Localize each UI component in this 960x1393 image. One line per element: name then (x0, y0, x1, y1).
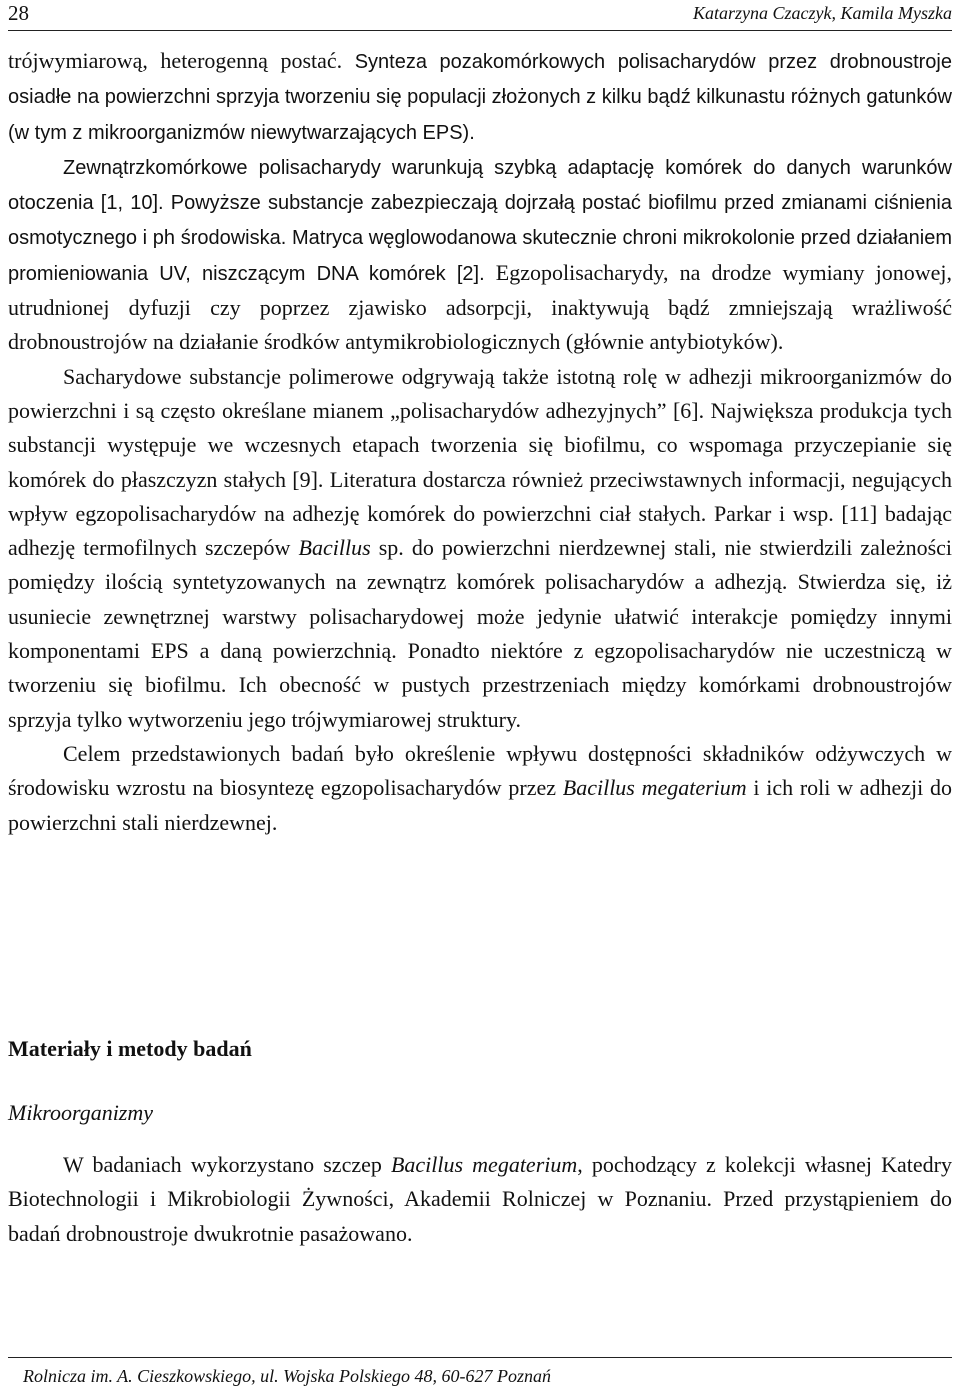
paragraph-1-sans: Synteza pozakomórkowych polisacharydów przez drobnoustroje osiadłe na powierzchni sprzyja tworzeniu się populacji złożonych z kilku bądź kilkunastu różnych gatunków (w tym z mikroorganizmów niewytwarzających EPS). (8, 51, 952, 144)
paragraph-2-sans: Zewnątrzkomórkowe polisacharydy warunkują szybką adaptację komórek do danych warunków otoczenia [1, 10]. Powyższe substancje zabezpieczają dojrzałą postać biofilmu przed zmianami ciśnienia osmotycznego i ph środowiska. Matryca węglowodanowa skutecznie chroni mikrokolonie przed działaniem promieniowania UV, niszczącym DNA komórek [2]. (8, 156, 952, 285)
running-authors: Katarzyna Czaczyk, Kamila Myszka (693, 3, 952, 23)
paragraph-4-start: Celem przedstawionych badań było określenie wpływu dostępności składników odżywczych w środowisku wzrostu na biosyntezę egzopolisacharydów przez (8, 740, 952, 801)
section-heading: Materiały i metody badań (8, 1036, 252, 1061)
running-header (8, 0, 952, 31)
methods-paragraph (8, 1148, 952, 1251)
paragraph-4-species: Bacillus megaterium (562, 775, 747, 801)
paragraph-4 (8, 737, 952, 840)
page-number: 28 (8, 1, 29, 25)
article-body (8, 44, 952, 840)
paragraph-2 (8, 150, 952, 360)
paragraph-3-genus: Bacillus (298, 535, 371, 561)
paragraph-1 (8, 44, 952, 150)
section-body (8, 1148, 952, 1251)
page-footer: Rolnicza im. A. Cieszkowskiego, ul. Wojska Polskiego 48, 60-627 Poznań (8, 1357, 952, 1387)
methods-rest: , pochodzący z kolekcji własnej Katedry Biotechnologii i Mikrobiologii Żywności, Akademii Rolniczej w Poznaniu. Przed przystąpieniem do badań drobnoustroje dwukrotnie pasażowano. (8, 1152, 952, 1246)
methods-species: Bacillus megaterium (390, 1152, 578, 1177)
subsection-heading: Mikroorganizmy (8, 1100, 154, 1125)
paragraph-3-start: Sacharydowe substancje polimerowe odgrywają także istotną rolę w adhezji mikroorganizmów do powierzchni i są często określane mianem „polisacharydów adhezyjnych” [6]. Największa produkcja tych substancji występuje we wczesnych etapach tworzenia się biofilmu, co wspomaga przyczepianie się komórek do płaszczyzn stałych [9]. Literatura dostarcza również przeciwstawnych informacji, negujących wpływ egzopolisacharydów na adhezję komórek do powierzchni ciał stałych. Parkar i wsp. [11] badając adhezję termofilnych szczepów (8, 363, 952, 561)
paragraph-3 (8, 360, 952, 737)
paragraph-4-rest: i ich roli w adhezji do powierzchni stali nierdzewnej. (8, 775, 952, 835)
paragraph-1-start: trójwymiarową, heterogenną postać. (8, 48, 355, 73)
paragraph-2-rest: Egzopolisacharydy, na drodze wymiany jonowej, utrudnionej dyfuzji czy poprzez zjawisko adsorpcji, inaktywują bądź zmniejszają wrażliwość drobnoustrojów na działanie środków antymikrobiologicznych (głównie antybiotyków). (8, 259, 952, 355)
methods-start: W badaniach wykorzystano szczep (63, 1152, 391, 1177)
paragraph-3-rest: sp. do powierzchni nierdzewnej stali, nie stwierdzili zależności pomiędzy ilością syntetyzowanych na zewnątrz komórek polisacharydów a adhezją. Stwierdza się, iż usuniecie zewnętrznej warstwy polisacharydowej może jedynie ułatwić interakcje pomiędzy innymi komponentami EPS a daną powierzchnią. Ponadto niektóre z egzopolisacharydów nie uczestniczą w tworzeniu się biofilmu. Ich obecność w pustych przestrzeniach między komórkami drobnoustrojów sprzyja tylko wytworzeniu jego trójwymiarowej struktury. (8, 535, 953, 732)
